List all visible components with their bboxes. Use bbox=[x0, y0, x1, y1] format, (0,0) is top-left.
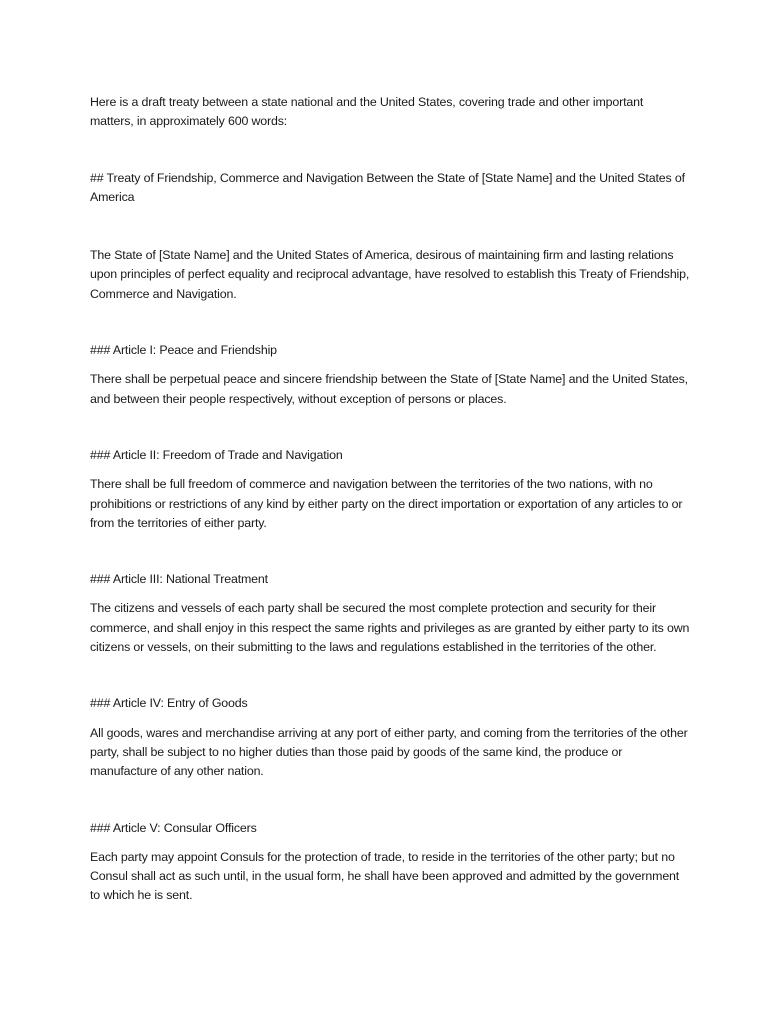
article-4-body: All goods, wares and merchandise arriving at any port of either party, and coming from the territories of the other party, shall be subject to no higher duties than those paid by goods of the same kind, the produce or manufacture of any other nation. bbox=[90, 725, 688, 779]
document-page bbox=[90, 93, 690, 906]
article-1-heading: ### Article I: Peace and Friendship bbox=[90, 343, 277, 358]
preamble-paragraph: The State of [State Name] and the United States of America, desirous of maintaining firm and lasting relations upon principles of perfect equality and reciprocal advantage, have resolved to establish this Treaty of Friendship, Commerce and Navigation. bbox=[90, 248, 690, 301]
article-2-heading: ### Article II: Freedom of Trade and Navigation bbox=[90, 447, 343, 462]
article-3-body: The citizens and vessels of each party shall be secured the most complete protection and security for their commerce, and shall enjoy in this respect the same rights and privileges as are granted by either party to its own citizens or vessels, on their submitting to the laws and regulations established in the territories of the other. bbox=[90, 601, 690, 655]
article-5-heading: ### Article V: Consular Officers bbox=[90, 820, 257, 835]
article-2-body: There shall be full freedom of commerce and navigation between the territories of the two nations, with no prohibitions or restrictions of any kind by either party on the direct importation or exportation of any articles to or from the territories of either party. bbox=[90, 477, 683, 530]
treaty-title: ## Treaty of Friendship, Commerce and Navigation Between the State of [State Name] and the United States of America bbox=[90, 170, 685, 204]
article-5-body: Each party may appoint Consuls for the protection of trade, to reside in the territories of the other party; but no Consul shall act as such until, in the usual form, he shall have been approved and admitted by the government to which he is sent. bbox=[90, 849, 680, 903]
article-1-body: There shall be perpetual peace and sincere friendship between the State of [State Name] and the United States, and between their people respectively, without exception of persons or places. bbox=[90, 372, 688, 406]
article-3-heading: ### Article III: National Treatment bbox=[90, 572, 268, 587]
intro-paragraph: Here is a draft treaty between a state national and the United States, covering trade and other important matters, in approximately 600 words: bbox=[90, 95, 644, 129]
article-4-heading: ### Article IV: Entry of Goods bbox=[90, 696, 248, 711]
